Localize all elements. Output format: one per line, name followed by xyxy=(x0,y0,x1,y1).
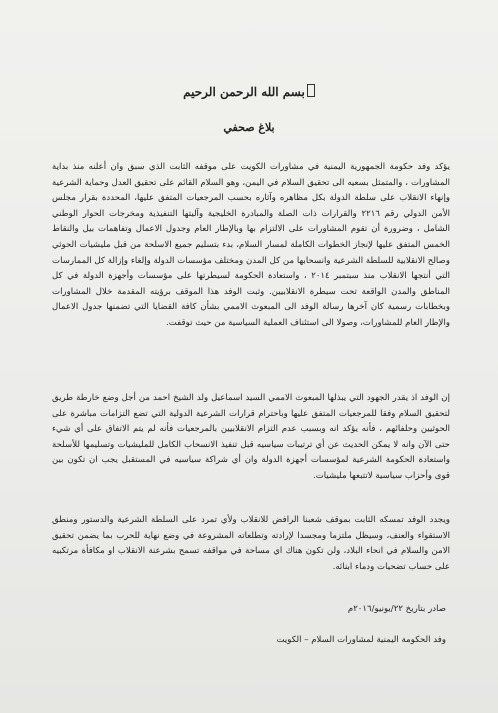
page-title: بلاغ صحفي xyxy=(223,121,275,134)
bracket-mark xyxy=(307,84,315,97)
issue-date: صادر بتاريخ ٢٢/يونيو/٢٠١٦م xyxy=(347,604,446,614)
signature-line: وفد الحكومة اليمنية لمشاورات السلام – الكويت xyxy=(276,635,446,645)
basmala-text: بسم الله الرحمن الرحيم xyxy=(183,85,305,99)
paragraph-2: إن الوفد اذ يقدر الجهود التي يبذلها المبعوث الاممي السيد اسماعيل ولد الشيخ احمد من أجل وضع خارطة طريق لتحقيق السلام وفقا للمرجعيات المتفق عليها وباحترام قرارات الشرعية الدولية التي تضع التزامات مباشرة على الحوثيين وحلفائهم ، فأنه يؤكد انه وبسبب عدم التزام الانقلابيين بالمرجعيات فأنه لم يتم الاتفاق على أي شيء حتى الآن وانه لا يمكن الحديث عن أي ترتيبات سياسيه قبل تنفيذ الانسحاب الكامل للمليشيات وتسليمها للأسلحة واستعادة الحكومة الشرعية لمؤسسات أجهزة الدولة وان أي شراكة سياسيه في المستقبل يجب ان تكون بين قوى وأحزاب سياسية لاتتبعها مليشيات. xyxy=(52,393,450,481)
basmala-heading xyxy=(0,84,498,99)
paragraph-3: ويجدد الوفد تمسكه الثابت بموقف شعبنا الرافض للانقلاب ولأي تمرد على السلطة الشرعية والدستور ومنطق الاستقواء والعنف، وسيظل ملتزما ومجسدا لإرادته وتطلعاته المشروعة في وضع نهاية للحرب بما يضمن تحقيق الامن والسلام في انحاء البلاد، ولن تكون هناك اي مساحة في مواقفه تسمح بشرعنة الانقلاب او مكافأة مرتكبيه على حساب تضحيات ودماء ابنائه. xyxy=(52,515,450,572)
paragraph-1: يؤكد وفد حكومة الجمهورية اليمنية في مشاورات الكويت على موقفه الثابت الذي سبق وان أعلنه منذ بداية المشاورات ، والمتمثل بسعيه الى تحقيق السلام في اليمن، وهو السلام القائم على تحقيق العدل وحماية الشرعية وإنهاء الانقلاب على سلطة الدولة بكل مظاهره وآثاره بحسب المرجعيات المتفق عليها، المحددة بقرار مجلس الأمن الدولي رقم ٢٢١٦ والقرارات ذات الصلة والمبادرة الخليجية وآليتها التنفيذية ومخرجات الحوار الوطني الشامل ، وضرورة أن تقوم المشاورات على الالتزام بها وبالإطار العام وجدول الاعمال وتفاهمات بيل والنقاط الخمس المتفق عليها لإنجاز الخطوات الكاملة لمسار السلام، بدء بتسليم جميع الاسلحة من قبل مليشيات الحوثي وصالح الانقلابية للسلطة الشرعية وانسحابها من كل المدن ومختلف مؤسسات الدولة وإلغاء وإزالة كل الممارسات التي أنتجها الانقلاب منذ سبتمبر ٢٠١٤ ، واستعادة الحكومة لسيطرتها على مؤسسات وأجهزة الدولة في كل المناطق والمدن الواقعة تحت سيطرة الانقلابيين. وثبت الوفد هذا الموقف برؤيته المقدمة خلال المشاورات وبخطابات رسمية كان آخرها رسالة الوفد الى المبعوث الاممي بشأن كافة القضايا التي تضمنها جدول الاعمال والإطار العام للمشاورات، وصولا الى استئناف العملية السياسية من حيث توقفت. xyxy=(52,162,450,328)
